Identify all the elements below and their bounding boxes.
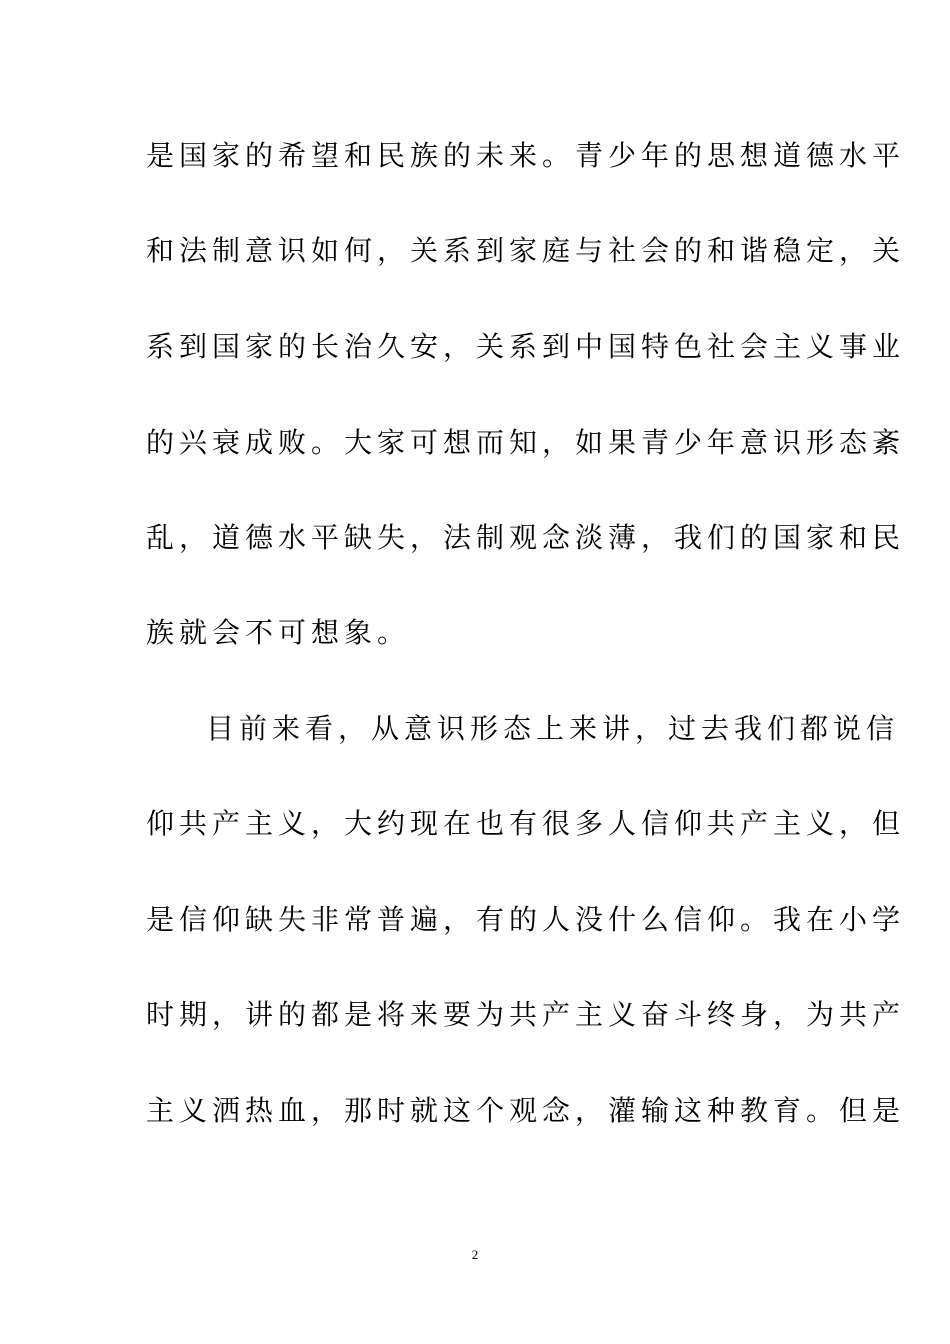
text-line: 和法制意识如何，关系到家庭与社会的和谐稳定，关 bbox=[146, 234, 906, 267]
text-line: 是信仰缺失非常普遍，有的人没什么信仰。我在小学 bbox=[146, 903, 906, 936]
text-line: 时期，讲的都是将来要为共产主义奋斗终身，为共产 bbox=[146, 998, 906, 1031]
paragraph-first-line: 目前来看，从意识形态上来讲，过去我们都说信 bbox=[206, 712, 900, 745]
text-line: 主义洒热血，那时就这个观念，灌输这种教育。但是 bbox=[146, 1094, 906, 1127]
text-line: 仰共产主义，大约现在也有很多人信仰共产主义，但 bbox=[146, 807, 906, 840]
text-line: 族就会不可想象。 bbox=[146, 616, 411, 649]
text-line: 的兴衰成败。大家可想而知，如果青少年意识形态紊 bbox=[146, 426, 906, 459]
text-line: 乱，道德水平缺失，法制观念淡薄，我们的国家和民 bbox=[146, 521, 906, 554]
page-number: 2 bbox=[471, 1247, 479, 1262]
text-line: 系到国家的长治久安，关系到中国特色社会主义事业 bbox=[146, 330, 906, 363]
text-line: 是国家的希望和民族的未来。青少年的思想道德水平 bbox=[146, 139, 906, 172]
